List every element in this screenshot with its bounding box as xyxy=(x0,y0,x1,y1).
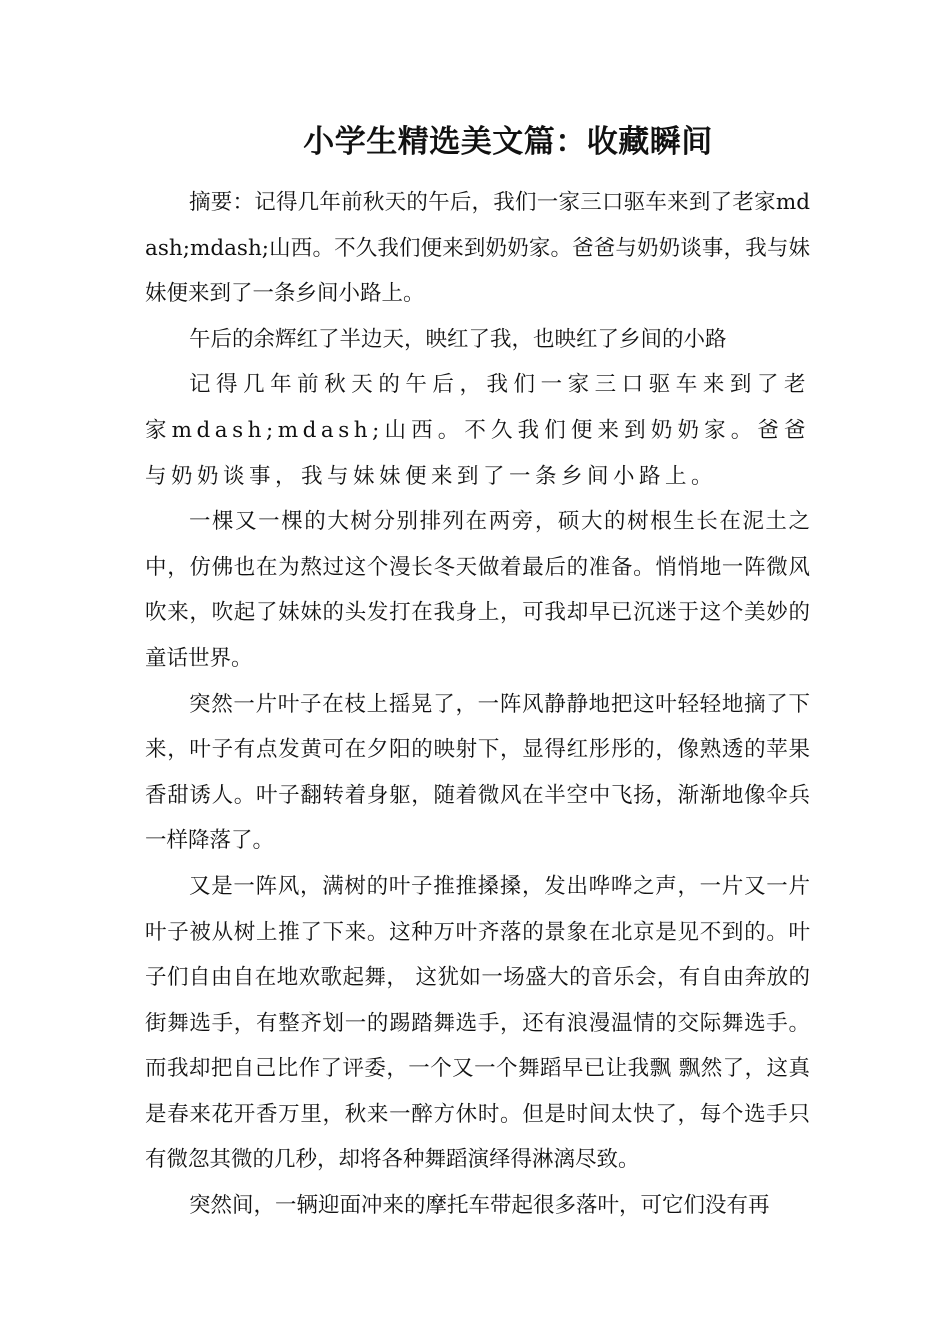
article-body xyxy=(145,180,810,1229)
paragraph-leaf-dance: 又是一阵风，满树的叶子推推搡搡，发出哗哗之声，一片又一片叶子被从树上推了下来。这种万叶齐落的景象在北京是见不到的。叶子们自由自在地欢歌起舞， 这犹如一场盛大的音乐会，有自由奔放的街舞选手，有整齐划一的踢踏舞选手，还有浪漫温情的交际舞选手。而我却把自己比作了评委，一个又一个舞蹈早已让我飘 飘然了，这真是春来花开香万里，秋来一醉方休时。但是时间太快了，每个选手只有微忽其微的几秒，却将各种舞蹈演绎得淋漓尽致。 xyxy=(145,873,810,1173)
paragraph-falling-leaf: 突然一片叶子在枝上摇晃了，一阵风静静地把这叶轻轻地摘了下来，叶子有点发黄可在夕阳的映射下，显得红彤彤的，像熟透的苹果香甜诱人。叶子翻转着身躯，随着微风在半空中飞扬，渐渐地像伞兵一样降落了。 xyxy=(145,691,810,854)
paragraph-summary: 摘要：记得几年前秋天的午后，我们一家三口驱车来到了老家mdash;mdash;山西。不久我们便来到奶奶家。爸爸与奶奶谈事，我与妹妹便来到了一条乡间小路上。 xyxy=(145,190,810,307)
document-title: 小学生精选美文篇：收藏瞬间 xyxy=(303,124,713,160)
paragraph-motorcycle: 突然间，一辆迎面冲来的摩托车带起很多落叶，可它们没有再 xyxy=(189,1193,770,1219)
paragraph-trees: 一棵又一棵的大树分别排列在两旁，硕大的树根生长在泥土之中，仿佛也在为熬过这个漫长冬天做着最后的准备。悄悄地一阵微风吹来，吹起了妹妹的头发打在我身上，可我却早已沉迷于这个美妙的童话世界。 xyxy=(145,509,810,671)
paragraph-memory: 记得几年前秋天的午后，我们一家三口驱车来到了老家mdash;mdash;山西。不久我们便来到奶奶家。爸爸与奶奶谈事，我与妹妹便来到了一条乡间小路上。 xyxy=(145,372,810,489)
paragraph-afterglow: 午后的余辉红了半边天，映红了我，也映红了乡间的小路 xyxy=(189,326,727,352)
